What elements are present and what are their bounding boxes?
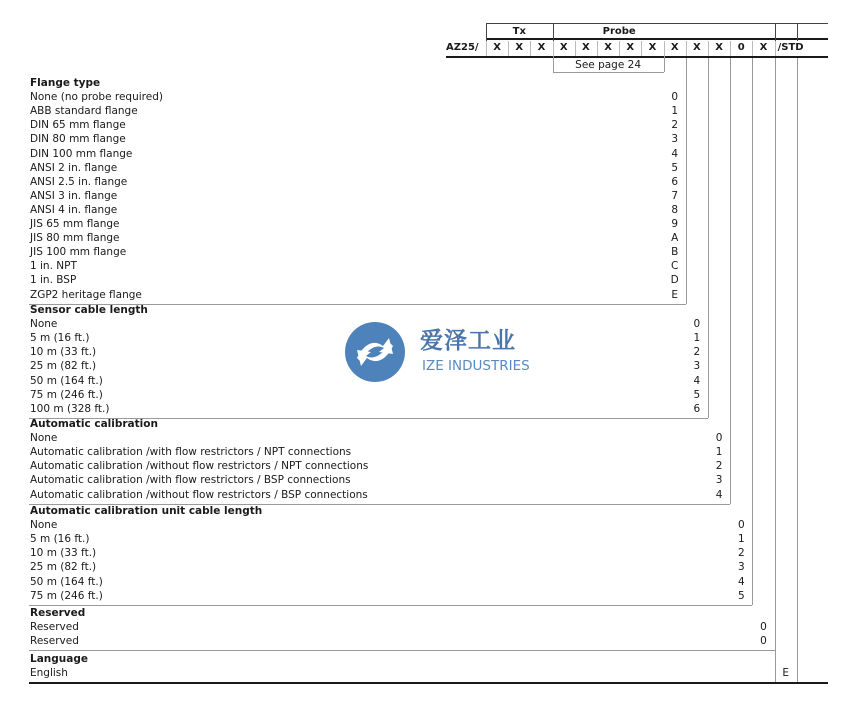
option-code: 5 <box>671 161 679 174</box>
option-code: 0 <box>693 318 701 331</box>
option-code: C <box>671 260 679 273</box>
option-label: 5 m (16 ft.) <box>30 533 90 546</box>
watermark-text-cn: 爱泽工业 <box>420 328 516 354</box>
see-page-bracket <box>553 72 664 73</box>
option-code: 8 <box>671 203 679 216</box>
option-label: ZGP2 heritage flange <box>30 288 142 301</box>
option-code: 0 <box>671 91 679 104</box>
option-code: 4 <box>693 374 701 387</box>
code-position: X <box>626 42 635 53</box>
option-code: 3 <box>671 133 679 146</box>
option-code: 3 <box>693 360 701 373</box>
option-code: 1 <box>715 446 723 459</box>
option-label: DIN 65 mm flange <box>30 119 126 132</box>
code-suffix: /STD <box>777 42 804 53</box>
option-label: Reserved <box>30 635 79 648</box>
option-label: DIN 80 mm flange <box>30 133 126 146</box>
option-label: Automatic calibration /without flow restrictors / NPT connections <box>30 460 369 473</box>
option-label: ANSI 2.5 in. flange <box>30 175 128 188</box>
see-page-bracket <box>664 56 665 72</box>
code-column-divider <box>730 41 731 56</box>
code-column-divider <box>575 41 576 56</box>
option-label: 1 in. NPT <box>30 260 77 273</box>
code-position: X <box>604 42 612 53</box>
option-code: 1 <box>671 105 679 118</box>
option-label: None <box>30 318 58 331</box>
option-code: 1 <box>693 332 701 345</box>
suffix-column-line <box>775 58 776 682</box>
option-code: A <box>671 232 679 245</box>
section-bottom-rule <box>29 682 828 684</box>
option-label: ABB standard flange <box>30 105 138 118</box>
code-column-divider <box>641 41 642 56</box>
option-label: ANSI 4 in. flange <box>30 203 118 216</box>
option-label: 1 in. BSP <box>30 274 77 287</box>
option-code: D <box>670 274 679 287</box>
ize-logo-icon <box>343 320 407 384</box>
code-column-divider <box>486 41 487 56</box>
section-column-line <box>730 58 731 504</box>
option-code: 6 <box>671 175 679 188</box>
option-label: JIS 65 mm flange <box>30 218 120 230</box>
code-position: X <box>670 42 679 53</box>
option-label: ANSI 3 in. flange <box>30 189 118 202</box>
option-label: None <box>30 432 58 445</box>
option-code: 9 <box>671 218 679 230</box>
option-code: 0 <box>715 432 723 445</box>
option-label: English <box>30 667 68 680</box>
option-code: 0 <box>760 635 767 648</box>
option-code: 2 <box>671 119 679 132</box>
code-column-divider <box>708 41 709 56</box>
code-column-divider <box>508 41 509 56</box>
code-position: X <box>559 42 568 53</box>
code-prefix: AZ25/ <box>446 42 479 53</box>
option-code: 5 <box>737 589 745 602</box>
option-label: DIN 100 mm flange <box>30 147 133 160</box>
code-column-divider <box>530 41 531 56</box>
code-column-divider <box>664 41 665 56</box>
section-title-reserved: Reserved <box>30 607 86 619</box>
section-title-flange-type: Flange type <box>30 77 101 89</box>
option-code: 3 <box>715 474 723 487</box>
option-label: 10 m (33 ft.) <box>30 547 97 560</box>
code-column-divider <box>619 41 620 56</box>
section-title-sensor-cable-length: Sensor cable length <box>30 304 148 316</box>
option-code: E <box>671 288 678 301</box>
option-label: None <box>30 519 58 532</box>
option-code: 7 <box>671 189 679 202</box>
section-column-line <box>752 58 753 605</box>
option-label: Automatic calibration /without flow restrictors / BSP connections <box>30 488 368 501</box>
code-position: X <box>515 42 524 53</box>
option-label: 25 m (82 ft.) <box>30 561 97 574</box>
option-label: 50 m (164 ft.) <box>30 575 103 588</box>
option-code: 4 <box>671 147 679 160</box>
option-code: 5 <box>693 388 701 401</box>
option-label: Reserved <box>30 621 79 634</box>
header-group-separator <box>775 23 776 41</box>
option-code: 4 <box>715 488 723 501</box>
header-group-tx: Tx <box>512 26 526 37</box>
header-group-separator <box>486 23 487 41</box>
section-column-line <box>686 58 687 304</box>
code-column-divider <box>686 41 687 56</box>
option-label: Automatic calibration /with flow restrictors / BSP connections <box>30 474 351 487</box>
option-code: 3 <box>737 561 745 574</box>
see-page-note: See page 24 <box>575 59 642 71</box>
option-label: 75 m (246 ft.) <box>30 589 103 602</box>
option-code: E <box>782 667 789 680</box>
header-group-separator <box>797 23 798 41</box>
option-label: JIS 100 mm flange <box>30 246 127 259</box>
code-position: X <box>693 42 701 53</box>
watermark-text-en: IZE INDUSTRIES <box>422 358 530 374</box>
option-label: 50 m (164 ft.) <box>30 374 103 387</box>
option-label: 5 m (16 ft.) <box>30 332 90 345</box>
option-code: 2 <box>737 547 745 560</box>
section-title-automatic-calibration: Automatic calibration <box>30 418 158 430</box>
header-top-rule <box>486 23 828 24</box>
code-column-divider <box>752 41 753 56</box>
section-title-automatic-calibration-unit-cable-length: Automatic calibration unit cable length <box>30 505 263 517</box>
option-label: 25 m (82 ft.) <box>30 360 97 373</box>
code-position: X <box>648 42 657 53</box>
code-position: 0 <box>737 42 745 53</box>
section-title-language: Language <box>30 653 88 665</box>
option-label: ANSI 2 in. flange <box>30 161 118 174</box>
header-group-separator <box>553 23 554 41</box>
section-bottom-rule <box>29 650 775 651</box>
option-label: None (no probe required) <box>30 91 163 104</box>
code-column-divider <box>553 41 554 56</box>
option-label: 10 m (33 ft.) <box>30 346 97 359</box>
option-code: 0 <box>737 519 745 532</box>
option-code: 6 <box>693 402 701 415</box>
option-label: 100 m (328 ft.) <box>30 402 110 415</box>
code-column-divider <box>775 41 776 56</box>
option-code: 4 <box>737 575 745 588</box>
watermark-logo <box>343 320 543 384</box>
section-bottom-rule <box>29 605 752 606</box>
code-position: X <box>537 42 546 53</box>
code-position: X <box>493 42 501 53</box>
code-column-divider <box>597 41 598 56</box>
code-position: X <box>582 42 590 53</box>
code-position: X <box>715 42 723 53</box>
option-code: 2 <box>693 346 701 359</box>
section-column-line <box>797 58 798 682</box>
option-label: JIS 80 mm flange <box>30 232 120 245</box>
option-code: 2 <box>715 460 723 473</box>
header-group-probe: Probe <box>602 26 636 37</box>
section-column-line <box>708 58 709 418</box>
option-label: 75 m (246 ft.) <box>30 388 103 401</box>
option-label: Automatic calibration /with flow restrictors / NPT connections <box>30 446 352 459</box>
option-code: 1 <box>737 533 745 546</box>
option-code: 0 <box>760 621 767 634</box>
see-page-bracket <box>553 56 554 72</box>
option-code: B <box>671 246 679 259</box>
code-position: X <box>759 42 768 53</box>
